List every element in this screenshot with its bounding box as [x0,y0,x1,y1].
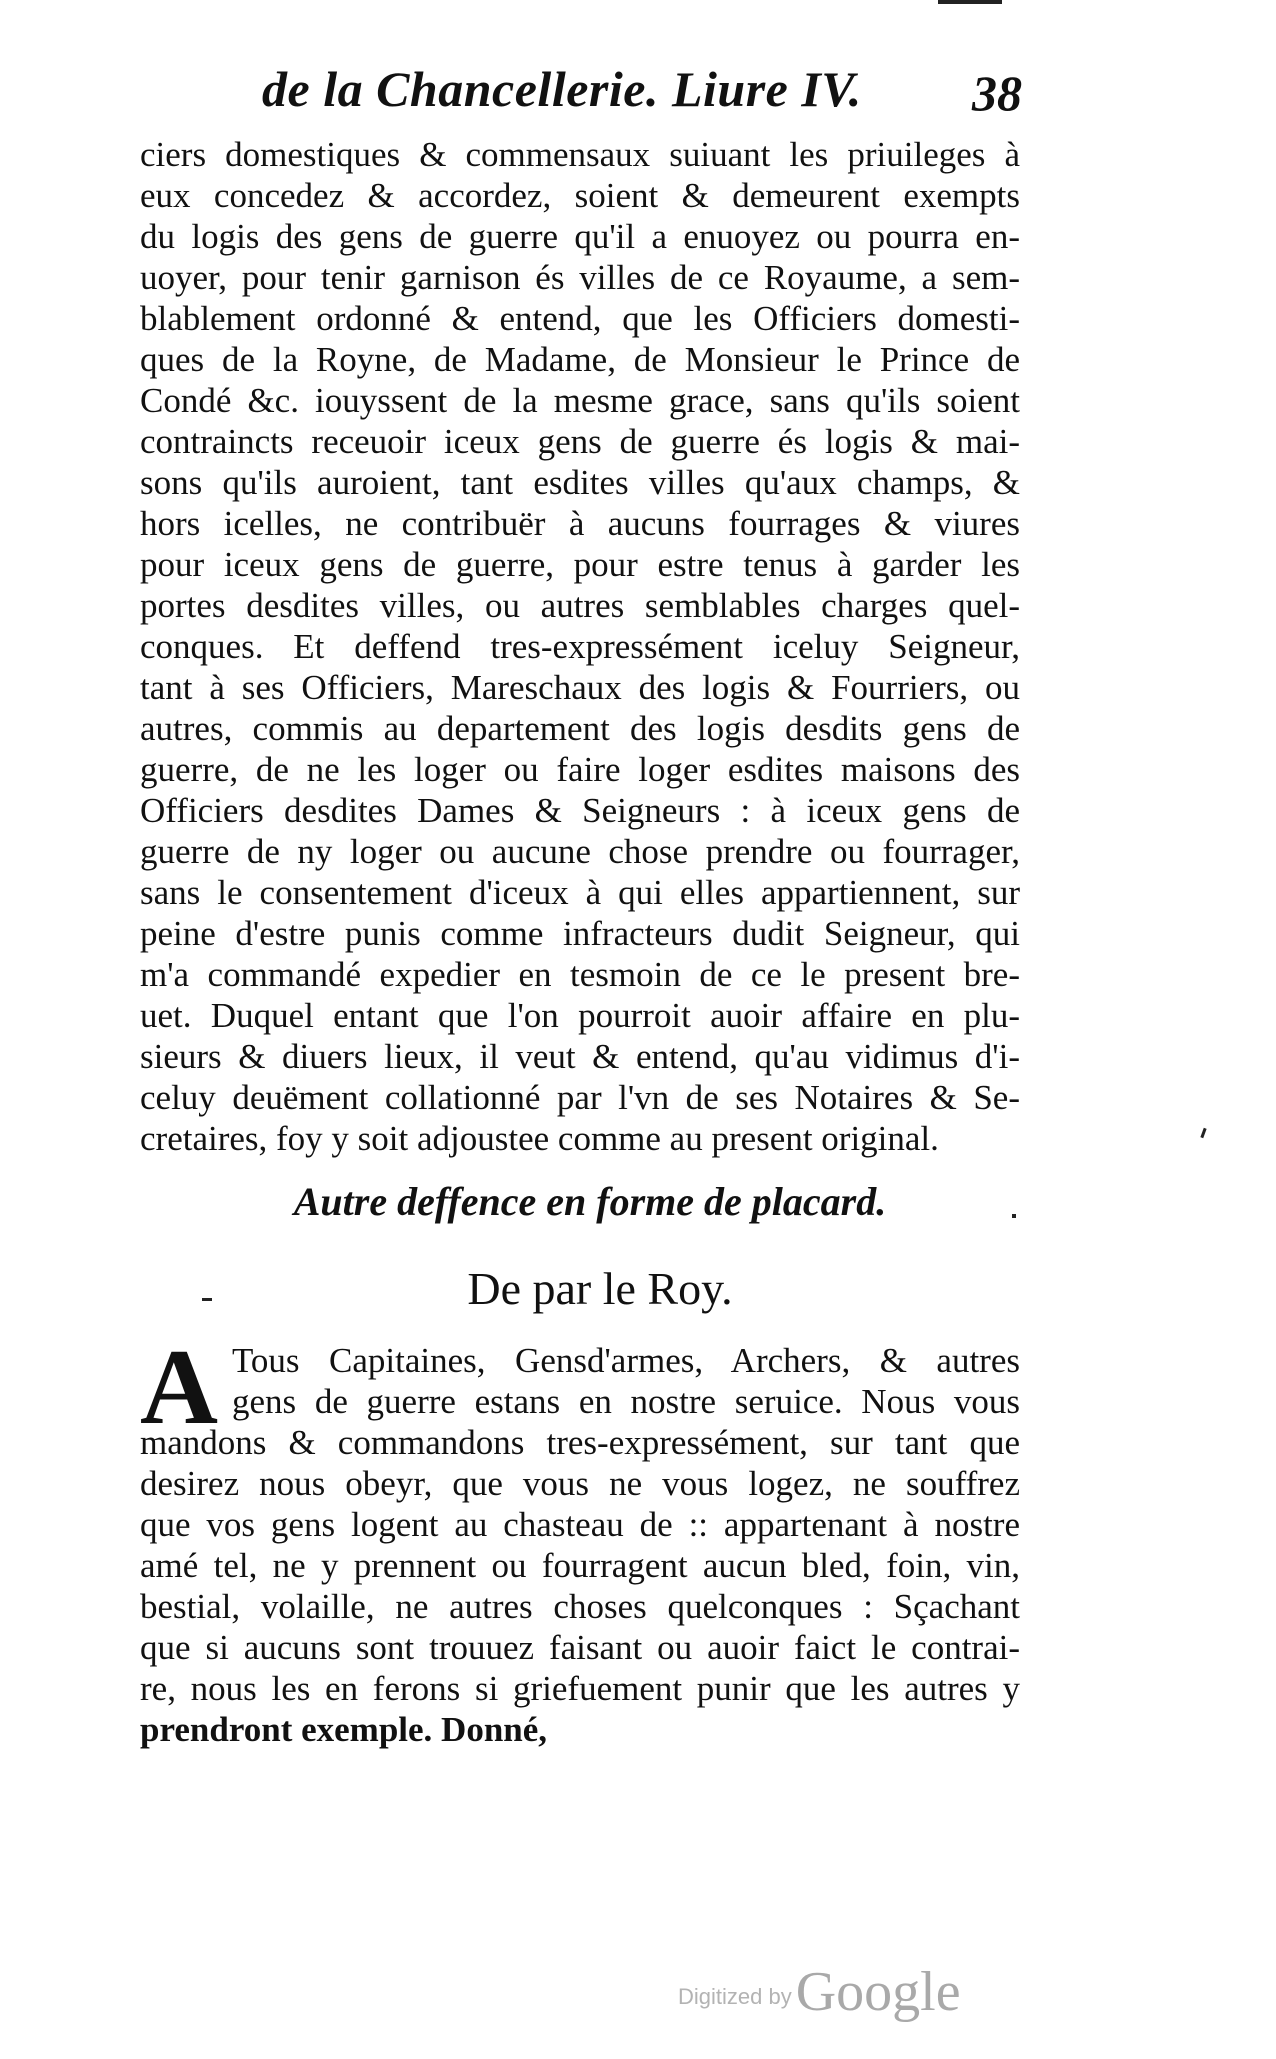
text-line: Officiers desdites Dames & Seigneurs : à iceux gens de [140,791,1020,830]
text-line: pour iceux gens de guerre, pour estre tenus à garder les [140,545,1020,584]
text-line: portes desdites villes, ou autres semblables charges quel- [140,586,1020,625]
text-line: m'a commandé expedier en tesmoin de ce le present bre- [140,955,1020,994]
section-title: Autre deffence en forme de placard. [293,1179,887,1224]
text-line: Condé &c. iouyssent de la mesme grace, sans qu'ils soient [140,381,1020,420]
text-line: Tous Capitaines, Gensd'armes, Archers, & autres [232,1341,1020,1380]
text-line: cretaires, foy y soit adjoustee comme au present original. [140,1119,939,1158]
digitization-watermark [678,1960,961,2024]
body-text [140,134,1020,1159]
page-number: 38 [972,65,1022,121]
text-line: bestial, volaille, ne autres choses quelconques : Sçachant [140,1587,1020,1626]
text-line: sieurs & diuers lieux, il veut & entend, qu'au vidimus d'i- [140,1037,1020,1076]
text-line: desirez nous obeyr, que vous ne vous logez, ne souffrez [140,1464,1020,1503]
text-line: guerre de ny loger ou aucune chose prendre ou fourrager, [140,832,1020,871]
text-line: que si aucuns sont trouuez faisant ou auoir faict le contrai- [140,1628,1020,1667]
ink-mark [202,1298,212,1301]
text-line: contraincts receuoir iceux gens de guerre és logis & mai- [140,422,1020,461]
text-line: blablement ordonné & entend, que les Officiers domesti- [140,299,1020,338]
text-line: prendront exemple. Donné, [140,1710,548,1749]
text-line: uoyer, pour tenir garnison és villes de ce Royaume, a sem- [140,258,1020,297]
text-line: guerre, de ne les loger ou faire loger esdites maisons des [140,750,1020,789]
ink-mark [1012,1214,1016,1218]
text-line: hors icelles, ne contribuër à aucuns fourrages & viures [140,504,1020,543]
drop-cap: A [140,1328,218,1447]
text-line: conques. Et deffend tres-expressément iceluy Seigneur, [140,627,1020,666]
text-line: amé tel, ne y prennent ou fourragent aucun bled, foin, vin, [140,1546,1020,1585]
placard-text [140,1328,1020,1750]
text-line: mandons & commandons tres-expressément, sur tant que [140,1423,1020,1462]
watermark-logo: Google [795,1961,961,2023]
text-line: du logis des gens de guerre qu'il a enuoyez ou pourra en- [140,217,1020,256]
text-line: celuy deuëment collationné par l'vn de ses Notaires & Se- [140,1078,1020,1117]
ink-mark [938,0,1002,4]
watermark-prefix: Digitized by [678,1984,792,2009]
page-header [262,60,1022,130]
text-line: ques de la Royne, de Madame, de Monsieur le Prince de [140,340,1020,379]
text-line: que vos gens logent au chasteau de :: appartenant à nostre [140,1505,1020,1544]
text-line: uet. Duquel entant que l'on pourroit auoir affaire en plu- [140,996,1020,1035]
text-line: peine d'estre punis comme infracteurs dudit Seigneur, qui [140,914,1020,953]
proclamation-heading: De par le Roy. [467,1263,733,1314]
text-line: tant à ses Officiers, Mareschaux des logis & Fourriers, ou [140,668,1020,707]
text-line: autres, commis au departement des logis desdits gens de [140,709,1020,748]
ink-mark [1200,1128,1206,1138]
running-head: de la Chancellerie. Liure IV. [262,61,862,117]
text-line: ciers domestiques & commensaux suiuant les priuileges à [140,135,1020,174]
text-line: eux concedez & accordez, soient & demeurent exempts [140,176,1020,215]
text-line: re, nous les en ferons si griefuement punir que les autres y [140,1669,1020,1708]
text-line: gens de guerre estans en nostre seruice. Nous vous [232,1382,1020,1421]
text-line: sans le consentement d'iceux à qui elles appartiennent, sur [140,873,1020,912]
text-line: sons qu'ils auroient, tant esdites villes qu'aux champs, & [140,463,1020,502]
